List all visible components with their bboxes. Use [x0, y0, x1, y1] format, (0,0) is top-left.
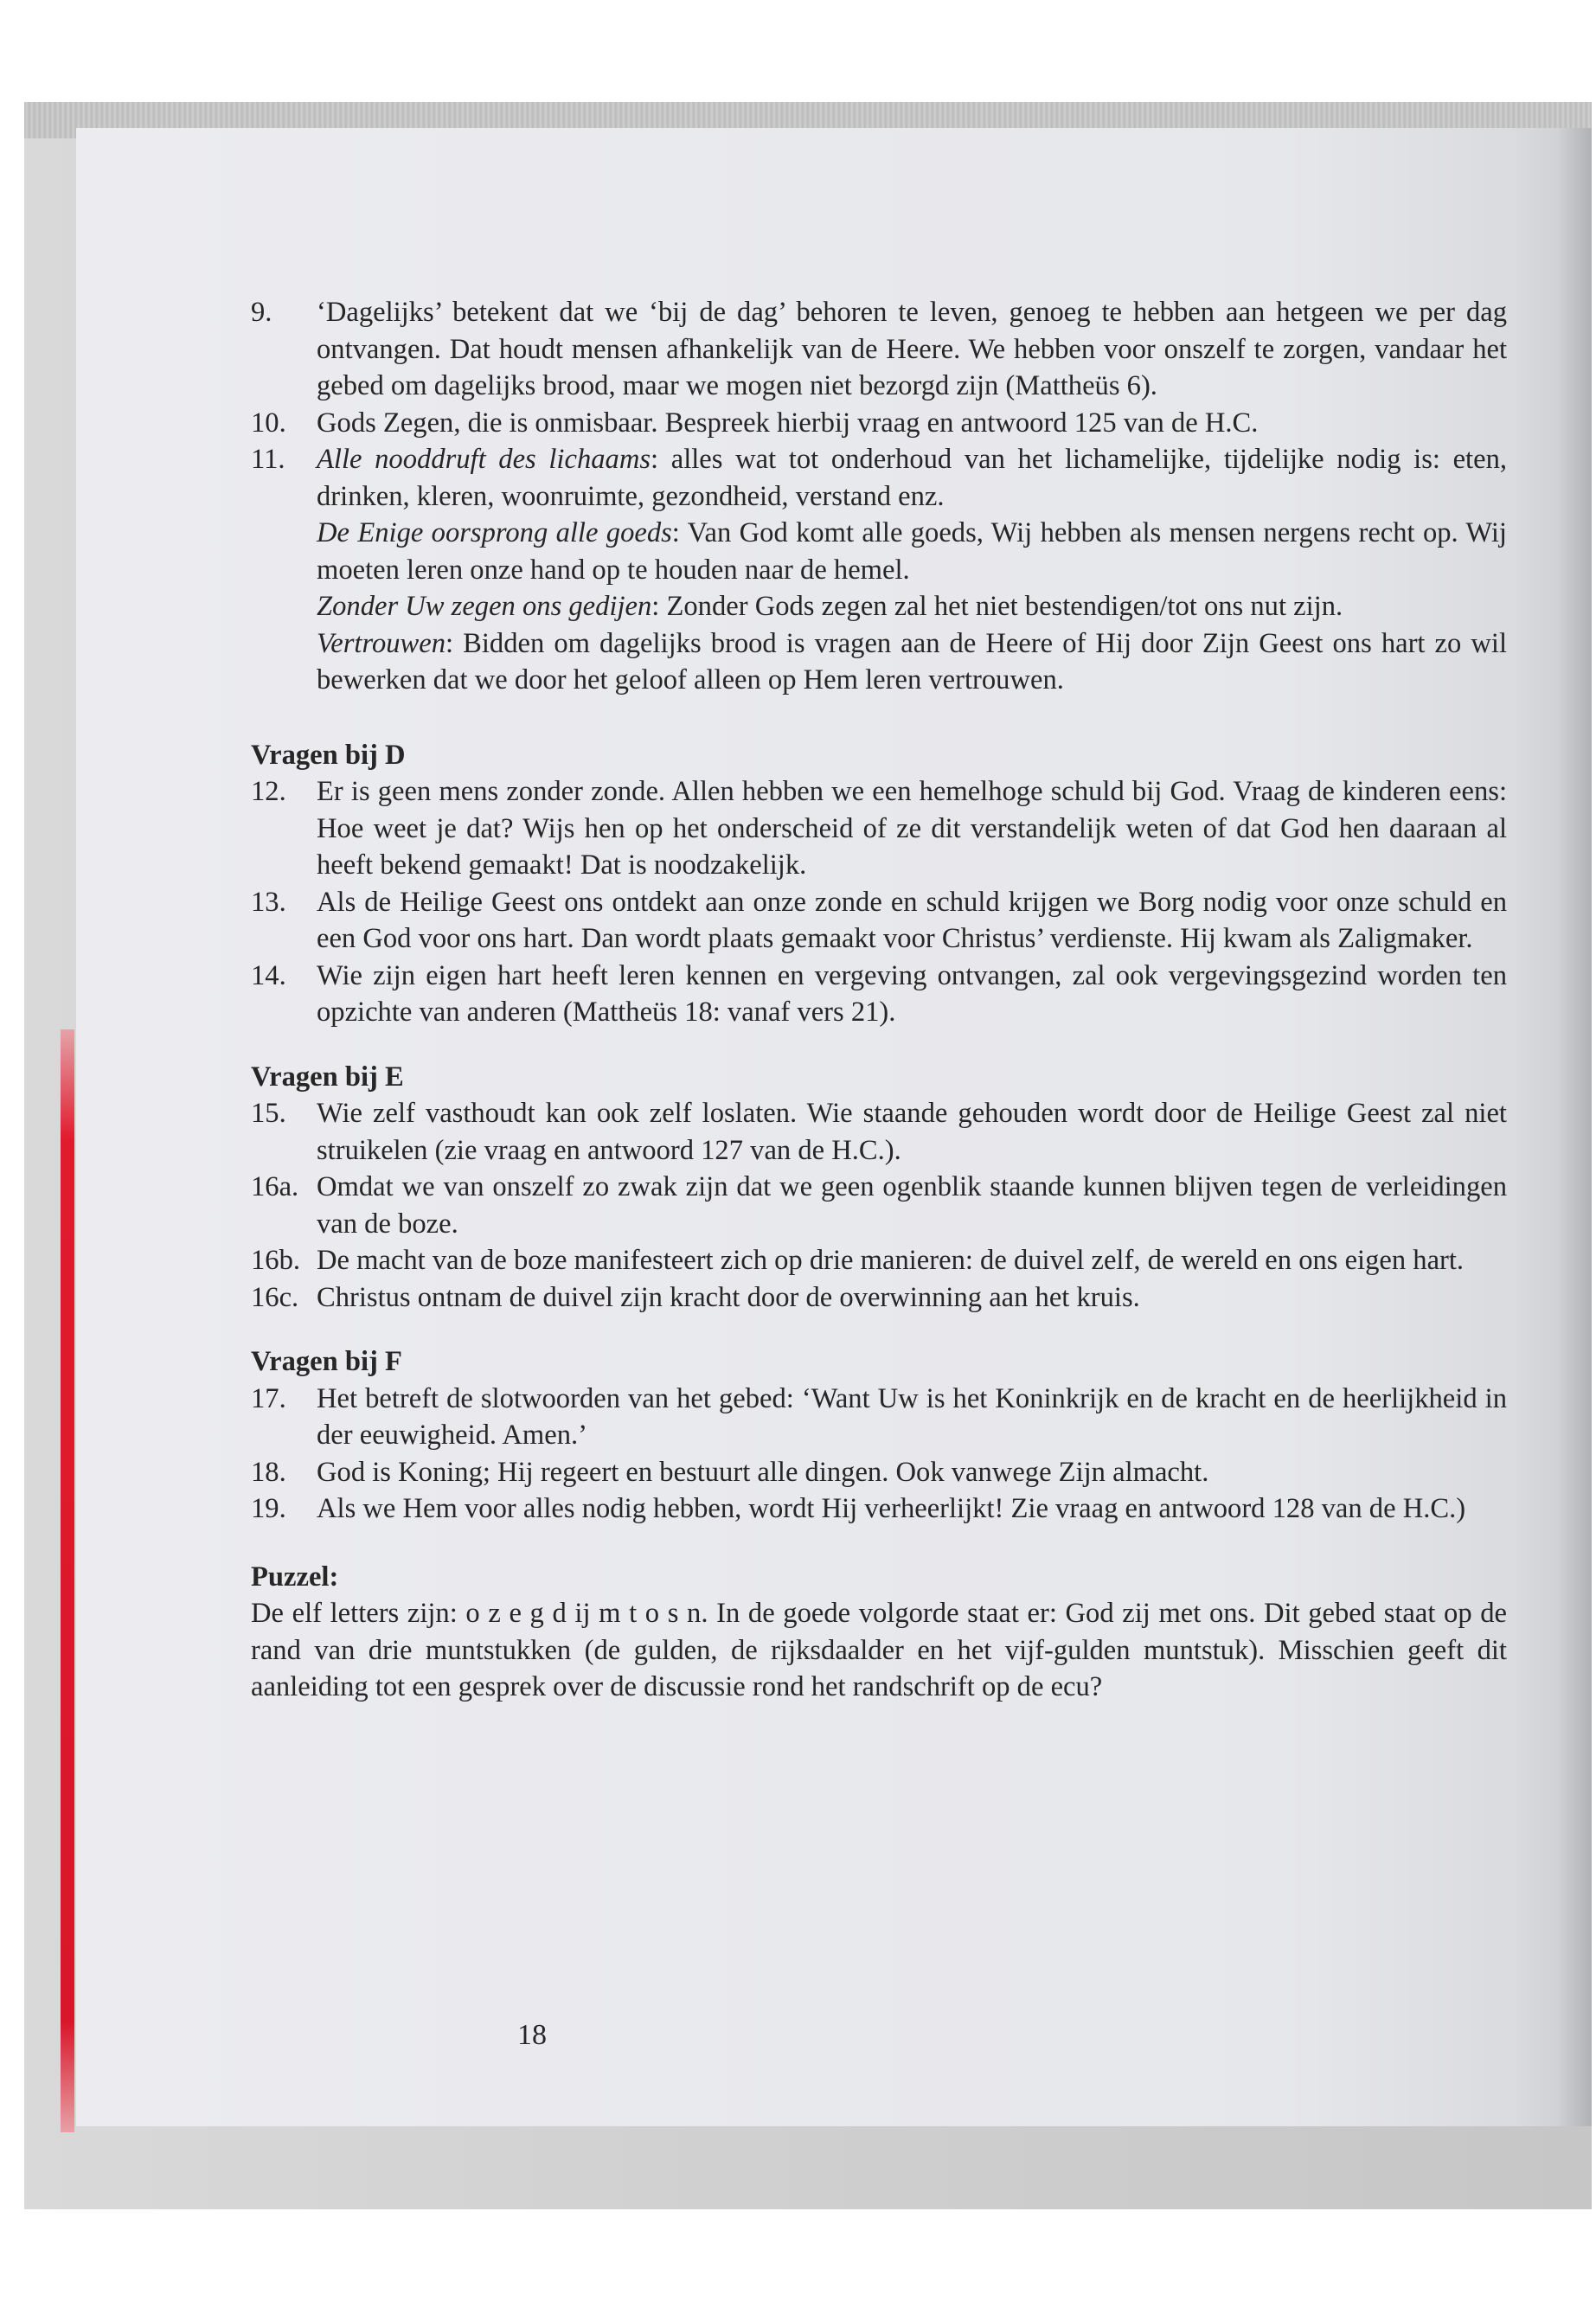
answer-14 — [251, 958, 1507, 1031]
answer-number: 16c. — [251, 1281, 299, 1313]
answer-number: 16b. — [251, 1245, 301, 1276]
answer-9 — [251, 294, 1507, 405]
answer-number: 16a. — [251, 1171, 299, 1202]
page-content — [251, 294, 1507, 1706]
answer-19 — [251, 1490, 1507, 1528]
answer-11-explanation: : alles wat tot onderhoud van het lichamelijke, tijdelijke nodig is: eten, drinken, kleren, woonruimte, gezondheid, verstand enz. — [317, 444, 1507, 512]
answer-text: Christus ontnam de duivel zijn kracht door de overwinning aan het kruis. — [317, 1281, 1140, 1313]
answer-11-part — [317, 441, 1507, 515]
answer-number: 11. — [251, 444, 285, 475]
page-number: 18 — [517, 2019, 547, 2051]
answer-number: 17. — [251, 1382, 286, 1414]
answer-15 — [251, 1095, 1507, 1169]
answer-11-term: Alle nooddruft des lichaams — [317, 444, 651, 475]
answer-number: 10. — [251, 407, 286, 439]
answer-number: 13. — [251, 886, 286, 918]
answer-10 — [251, 405, 1507, 442]
answer-11-part — [317, 625, 1507, 699]
answer-text: Wie zijn eigen hart heeft leren kennen en vergeving ontvangen, zal ook vergevingsgezind worden ten opzichte van anderen (Mattheüs 18: vanaf vers 21). — [317, 959, 1507, 1028]
answer-12 — [251, 773, 1507, 884]
answer-16a — [251, 1169, 1507, 1242]
answer-text: Gods Zegen, die is onmisbaar. Bespreek hierbij vraag en antwoord 125 van de H.C. — [317, 407, 1259, 439]
answer-11-part — [317, 588, 1507, 625]
section-heading-d: Vragen bij D — [251, 739, 406, 771]
answer-text: De macht van de boze manifesteert zich op drie manieren: de duivel zelf, de wereld en ons eigen hart. — [317, 1245, 1465, 1276]
answer-number: 19. — [251, 1493, 286, 1524]
answer-11-term: Zonder Uw zegen ons gedijen — [317, 591, 652, 622]
answer-11 — [251, 441, 1507, 699]
answer-text: Wie zelf vasthoudt kan ook zelf loslaten. Wie staande gehouden wordt door de Heilige Geest zal niet struikelen (zie vraag en antwoord 127 van de H.C.). — [317, 1098, 1507, 1166]
answer-text: Het betreft de slotwoorden van het gebed: ‘Want Uw is het Koninkrijk en de kracht en de heerlijkheid in der eeuwigheid. Amen.’ — [317, 1382, 1507, 1451]
answer-number: 18. — [251, 1456, 286, 1488]
answer-18 — [251, 1454, 1507, 1491]
answer-11-term: Vertrouwen — [317, 627, 446, 659]
answer-16b — [251, 1242, 1507, 1279]
answer-11-explanation: : Bidden om dagelijks brood is vragen aan de Heere of Hij door Zijn Geest ons hart zo wil bewerken dat we door het geloof alleen op Hem leren vertrouwen. — [317, 627, 1507, 695]
answer-text: Er is geen mens zonder zonde. Allen hebben we een hemelhoge schuld bij God. Vraag de kinderen eens: Hoe weet je dat? Wijs hen op het onderscheid of ze dit verstandelijk weten of dat God hen daaraan al heeft bekend gemaakt! Dat is noodzakelijk. — [317, 776, 1507, 881]
answer-13 — [251, 884, 1507, 958]
answer-11-body — [317, 441, 1507, 699]
answer-11-part — [317, 515, 1507, 588]
answer-text: God is Koning; Hij regeert en bestuurt alle dingen. Ook vanwege Zijn almacht. — [317, 1456, 1209, 1488]
answer-number: 9. — [251, 297, 272, 328]
answer-number: 15. — [251, 1098, 286, 1129]
answer-text: Omdat we van onszelf zo zwak zijn dat we geen ogenblik staande kunnen blijven tegen de verleidingen van de boze. — [317, 1171, 1507, 1240]
page-gutter-shadow — [1557, 128, 1592, 2126]
answer-11-term: De Enige oorsprong alle goeds — [317, 517, 672, 548]
answer-text: Als de Heilige Geest ons ontdekt aan onze zonde en schuld krijgen we Borg nodig voor onze schuld en een God voor ons hart. Dan wordt plaats gemaakt voor Christus’ verdienste. Hij kwam als Zaligmaker. — [317, 886, 1507, 954]
section-heading-e: Vragen bij E — [251, 1061, 404, 1093]
section-heading-f: Vragen bij F — [251, 1346, 402, 1377]
answer-17 — [251, 1381, 1507, 1454]
answer-number: 12. — [251, 776, 286, 807]
answer-16c — [251, 1279, 1507, 1317]
answer-text: ‘Dagelijks’ betekent dat we ‘bij de dag’ behoren te leven, genoeg te hebben aan hetgeen we per dag ontvangen. Dat houdt mensen afhankelijk van de Heere. We hebben voor onszelf te zorgen, vandaar het gebed om dagelijks brood, maar we mogen niet bezorgd zijn (Mattheüs 6). — [317, 297, 1507, 401]
answer-number: 14. — [251, 959, 286, 991]
answer-11-explanation: : Zonder Gods zegen zal het niet bestendigen/tot ons nut zijn. — [651, 591, 1343, 622]
puzzle-text: De elf letters zijn: o z e g d ij m t o s n. In de goede volgorde staat er: God zij met ons. Dit gebed staat op de rand van drie muntstukken (de gulden, de rijksdaalder en het vijf-gulden muntstuk). Misschien geeft dit aanleiding tot een gesprek over de discussie rond het randschrift op de ecu? — [251, 1598, 1507, 1702]
answer-11-explanation: : Van God komt alle goeds, Wij hebben als mensen nergens recht op. Wij moeten leren onze hand op te houden naar de hemel. — [317, 517, 1507, 586]
red-binding-edge — [61, 1029, 74, 2132]
puzzle-heading: Puzzel: — [251, 1561, 339, 1593]
answer-text: Als we Hem voor alles nodig hebben, wordt Hij verheerlijkt! Zie vraag en antwoord 128 van de H.C.) — [317, 1493, 1466, 1524]
